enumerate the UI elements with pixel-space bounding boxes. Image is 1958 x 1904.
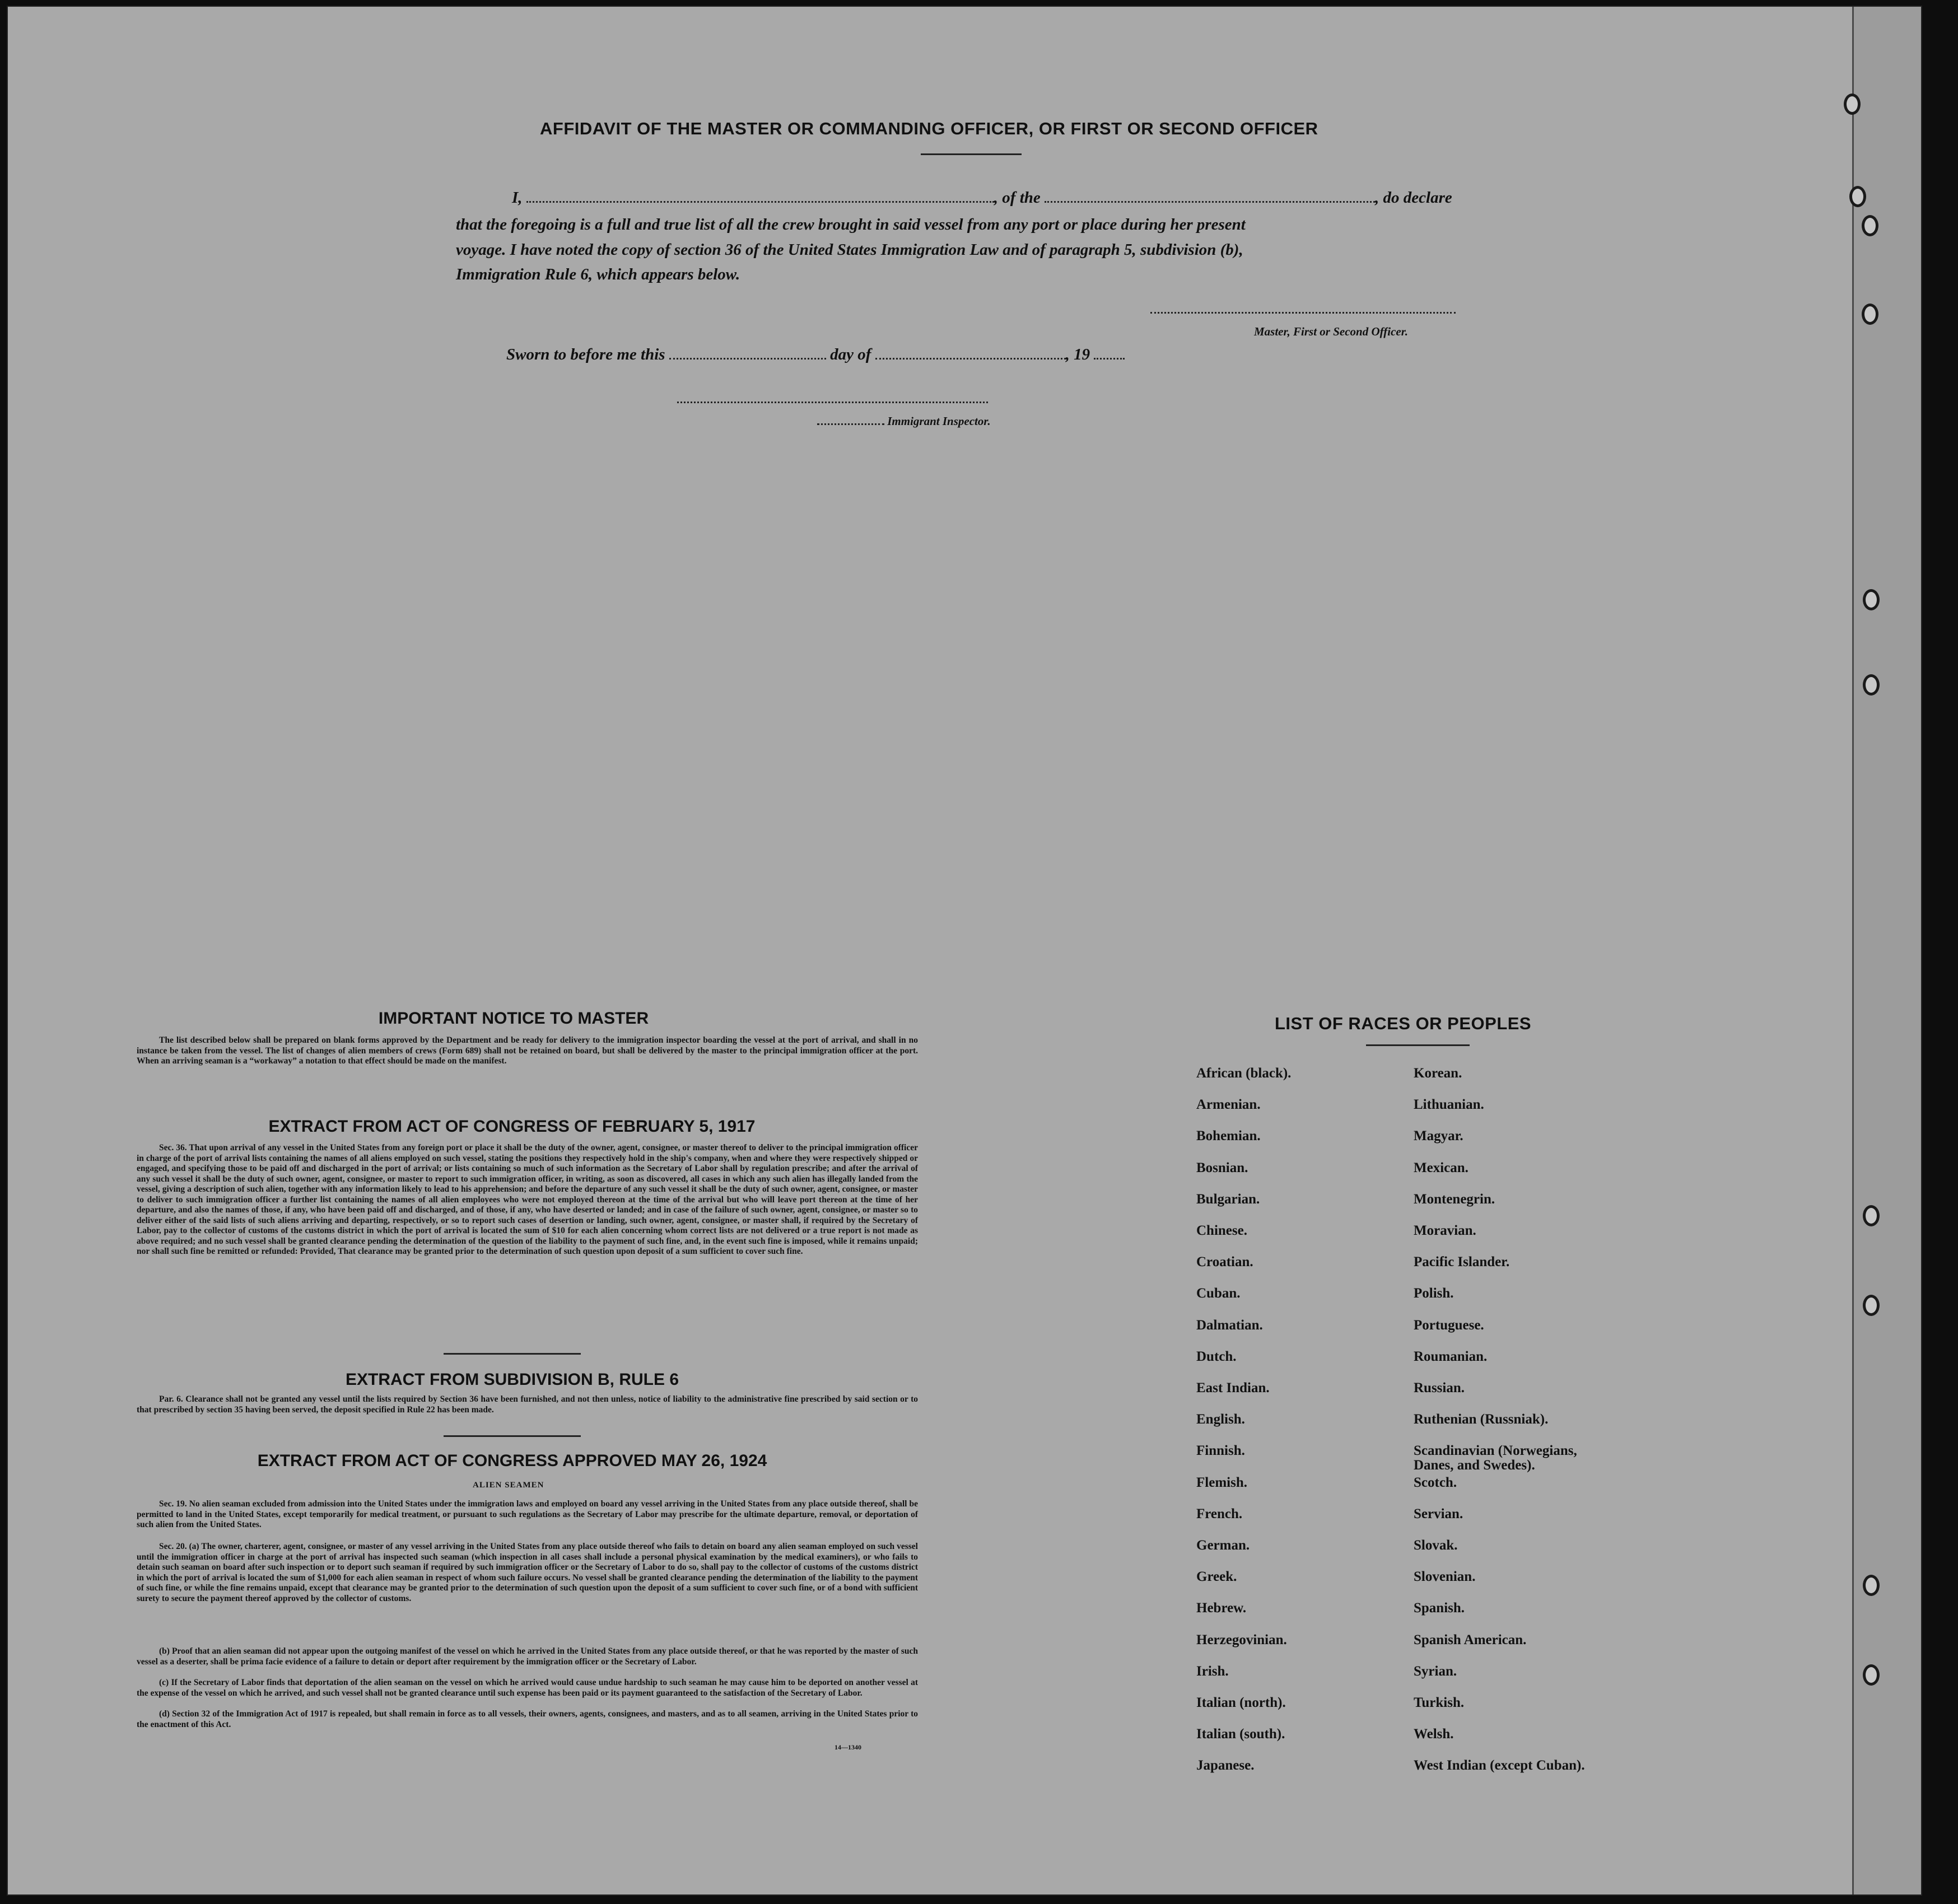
race-item: Korean.	[1414, 1066, 1462, 1081]
binder-hole	[1863, 1664, 1880, 1686]
form-code: 14—1340	[835, 1743, 861, 1751]
divider-1	[444, 1353, 581, 1355]
inspector-caption-text: Immigrant Inspector.	[887, 414, 991, 428]
extract-1924-sec20b: (b) Proof that an alien seaman did not appear upon the outgoing manifest of the vessel on which he arrived in the United States from any place outside thereof, or that he was reported by the master of such vessel as a deserter, shall be prima facie evidence of a failure to detain or deport after requirement by the immigration officer or the Secretary of Labor.	[137, 1646, 918, 1667]
master-signature-line[interactable]	[1150, 312, 1456, 314]
race-item: English.	[1196, 1412, 1245, 1427]
race-item: Chinese.	[1196, 1223, 1247, 1238]
master-signature-caption: Master, First or Second Officer.	[1254, 325, 1408, 338]
races-title-rule	[1366, 1044, 1470, 1046]
affidavit-title: AFFIDAVIT OF THE MASTER OR COMMANDING OFFICER, OR FIRST OR SECOND OFFICER	[540, 119, 1318, 138]
binder-hole	[1863, 1295, 1880, 1316]
word-i: I,	[512, 189, 523, 207]
race-item: Bosnian.	[1196, 1160, 1248, 1175]
affidavit-title-rule	[921, 153, 1022, 155]
race-item: Servian.	[1414, 1506, 1463, 1522]
document-sheet	[7, 6, 1922, 1896]
race-item: Croatian.	[1196, 1254, 1253, 1270]
notice-text: The list described below shall be prepared on blank forms approved by the Department and be ready for delivery to the immigration inspector boarding the vessel at the port of arrival, and shall in no instance be taken from the vessel. The list of changes of alien members of crews (Form 689) shall not be retained on board, but shall be delivered by the master to the principal immigration officer at the port. When an arriving seaman is a “workaway” a notation to that effect should be made on the manifest.	[137, 1035, 918, 1066]
binder-hole	[1862, 304, 1878, 325]
race-item: Slovak.	[1414, 1538, 1458, 1553]
race-item: Moravian.	[1414, 1223, 1476, 1238]
race-item: Scandinavian (Norwegians, Danes, and Swedes).	[1414, 1443, 1577, 1473]
race-item: Scotch.	[1414, 1474, 1457, 1490]
race-item: Hebrew.	[1196, 1600, 1247, 1616]
race-item: Roumanian.	[1414, 1348, 1488, 1364]
race-item: Greek.	[1196, 1569, 1237, 1585]
race-item: Japanese.	[1196, 1758, 1255, 1774]
extract-1924-sec20a: Sec. 20. (a) The owner, charterer, agent, consignee, or master of any vessel arriving in the United States from any place outside thereof who fails to detain on board any alien seaman employed on such vessel until the immigration officer in charge at the port of arrival has inspected such seaman (which inspection in all cases shall include a personal physical examination by the medical examiners), or who fails to detain such seaman on board after such inspection or to deport such seaman if required by such immigration officer or the Secretary of Labor to do so, shall pay to the collector of customs of the customs district in which the port of arrival is located the sum of $1,000 for each alien seaman in respect of whom such failure occurs. No vessel shall be granted clearance pending the determination of the liability to the payment of such fine, or while the fine remains unpaid, except that clearance may be granted prior to the determination of such question upon the deposit of a sum sufficient to cover such fine, or of a bond with sufficient surety to secure the payment thereof approved by the collector of customs.	[137, 1542, 918, 1603]
race-item: Flemish.	[1196, 1474, 1247, 1490]
race-item: Portuguese.	[1414, 1317, 1484, 1333]
extract-rule6-text: Par. 6. Clearance shall not be granted any vessel until the lists required by Section 36 have been furnished, and not then unless, notice of liability to the administrative fine prescribed by said section or to that prescribed by section 35 having been served, the deposit specified in Rule 22 has been made.	[137, 1394, 918, 1415]
race-item: Magyar.	[1414, 1128, 1463, 1144]
word-of-the: , of the	[994, 189, 1041, 207]
race-item: Dutch.	[1196, 1348, 1237, 1364]
binder-hole	[1844, 94, 1861, 115]
extract-1924-sec20d: (d) Section 32 of the Immigration Act of 1917 is repealed, but shall remain in force as to all vessels, their owners, agents, consignees, and masters, and as to all seamen, arriving in the United States prior to the enactment of this Act.	[137, 1709, 918, 1729]
alien-seamen-subtitle: ALIEN SEAMEN	[473, 1481, 544, 1490]
extract-1917-text: Sec. 36. That upon arrival of any vessel in the United States from any foreign port or place it shall be the duty of the owner, agent, consignee, or master thereof to deliver to the principal immigration officer in charge of the port of arrival lists containing the names of all aliens employed on such vessel, stating the positions they respectively hold in the ship's company, when and where they were respectively shipped or engaged, and specifying those to be paid off and discharged in the port of arrival; or lists containing so much of such information as the Secretary of Labor shall by regulation prescribe; and after the arrival of any such vessel it shall be the duty of such owner, agent, consignee, or master to report to such immigration officer, in writing, as soon as discovered, all cases in which any such alien has illegally landed from the vessel, giving a description of such alien, together with any information likely to lead to his apprehension; and before the departure of any such vessel it shall be the duty of such owner, agent, consignee, or master to deliver to such immigration officer a further list containing the names of all alien employees who were not employed thereon at the time of the arrival but who will leave port thereon at the time of her departure, and also the names of those, if any, who have been paid off and discharged, and of those, if any, who have deserted or landed; and in case of the failure of such owner, agent, consignee, or master so to deliver either of the said lists of such aliens arriving and departing, respectively, or so to report such cases of desertion or landing, such owner, agent, consignee, or master shall, if required by the Secretary of Labor, pay to the collector of customs of the customs district in which the port of arrival is located the sum of $10 for each alien concerning whom correct lists are not delivered or a true report is not made as above required; and no such vessel shall be granted clearance pending the determination of the question of the liability to the payment of such fine, and, in the event such fine is imposed, while it remains unpaid; nor shall such fine be remitted or refunded: Provided, That clearance may be granted prior to the determination of such question upon deposit of a sum sufficient to cover such fine.	[137, 1143, 918, 1256]
name-field[interactable]	[526, 198, 994, 203]
binder-hole	[1863, 1575, 1880, 1596]
extract-rule6-title: EXTRACT FROM SUBDIVISION B, RULE 6	[345, 1370, 679, 1389]
race-item: African (black).	[1196, 1066, 1292, 1081]
race-item: East Indian.	[1196, 1380, 1270, 1396]
race-item: Italian (south).	[1196, 1726, 1285, 1742]
race-item: West Indian (except Cuban).	[1414, 1758, 1585, 1774]
race-item: Armenian.	[1196, 1097, 1261, 1113]
race-item: Turkish.	[1414, 1695, 1465, 1710]
race-item: Ruthenian (Russniak).	[1414, 1412, 1549, 1427]
affidavit-declaration-line	[512, 189, 1452, 207]
binder-hole	[1863, 674, 1880, 696]
race-item: French.	[1196, 1506, 1243, 1522]
race-item: Lithuanian.	[1414, 1097, 1484, 1113]
race-item: German.	[1196, 1538, 1250, 1553]
race-item: Welsh.	[1414, 1726, 1454, 1742]
extract-1917-title: EXTRACT FROM ACT OF CONGRESS OF FEBRUARY 5, 1917	[268, 1117, 756, 1136]
divider-2	[444, 1435, 581, 1437]
sworn-day-field[interactable]	[669, 354, 826, 360]
race-item: Dalmatian.	[1196, 1317, 1263, 1333]
race-item: Cuban.	[1196, 1286, 1241, 1301]
binder-hole	[1863, 589, 1880, 610]
affidavit-line-3: Immigration Rule 6, which appears below.	[456, 265, 740, 283]
vessel-field[interactable]	[1045, 198, 1375, 203]
race-item: Syrian.	[1414, 1663, 1457, 1679]
notice-title: IMPORTANT NOTICE TO MASTER	[378, 1009, 649, 1028]
sworn-month-field[interactable]	[875, 354, 1066, 360]
page-edge	[1852, 7, 1921, 1894]
binder-hole	[1863, 1205, 1880, 1226]
binder-hole	[1849, 186, 1866, 207]
race-item: Russian.	[1414, 1380, 1465, 1396]
word-do-declare: , do declare	[1375, 189, 1452, 207]
race-item: Montenegrin.	[1414, 1191, 1495, 1207]
inspector-name-field[interactable]	[817, 420, 884, 425]
inspector-caption	[817, 414, 991, 428]
inspector-signature-line[interactable]	[677, 402, 988, 403]
sworn-year-field[interactable]	[1094, 354, 1125, 360]
race-item: Herzegovinian.	[1196, 1632, 1287, 1648]
sworn-year-prefix: , 19	[1065, 346, 1090, 363]
affidavit-line-1: that the foregoing is a full and true list of all the crew brought in said vessel from any port or place during her present	[456, 216, 1246, 234]
extract-1924-sec20c: (c) If the Secretary of Labor finds that deportation of the alien seaman on the vessel on which he arrived would cause undue hardship to such seaman he may cause him to be deported on another vessel at the expense of the vessel on which he arrived, and such vessel shall not be granted clearance until such expense has been paid or its payment guaranteed to the satisfaction of the Secretary of Labor.	[137, 1678, 918, 1698]
race-item: Slovenian.	[1414, 1569, 1476, 1585]
extract-1924-sec19: Sec. 19. No alien seaman excluded from admission into the United States under the immigration laws and employed on board any vessel arriving in the United States from any place outside thereof, shall be permitted to land in the United States, except temporarily for medical treatment, or pursuant to such regulations as the Secretary of Labor may prescribe for the ultimate departure, removal, or deportation of such alien from the United States.	[137, 1499, 918, 1529]
race-item: Spanish American.	[1414, 1632, 1527, 1648]
races-title: LIST OF RACES OR PEOPLES	[1275, 1014, 1532, 1033]
affidavit-line-2: voyage. I have noted the copy of section 36 of the United States Immigration Law and of paragraph 5, subdivision (b),	[456, 241, 1243, 259]
race-item: Mexican.	[1414, 1160, 1468, 1175]
race-item: Spanish.	[1414, 1600, 1465, 1616]
race-item: Polish.	[1414, 1286, 1454, 1301]
sworn-prefix: Sworn to before me this	[506, 346, 665, 363]
sworn-line	[506, 346, 1125, 364]
binder-hole	[1862, 215, 1878, 236]
race-item: Italian (north).	[1196, 1695, 1286, 1710]
sworn-day-of: day of	[830, 346, 871, 363]
race-item: Finnish.	[1196, 1443, 1245, 1459]
race-item: Bulgarian.	[1196, 1191, 1260, 1207]
race-item: Bohemian.	[1196, 1128, 1261, 1144]
extract-1924-title: EXTRACT FROM ACT OF CONGRESS APPROVED MAY 26, 1924	[257, 1452, 767, 1470]
race-item: Irish.	[1196, 1663, 1229, 1679]
race-item: Pacific Islander.	[1414, 1254, 1510, 1270]
